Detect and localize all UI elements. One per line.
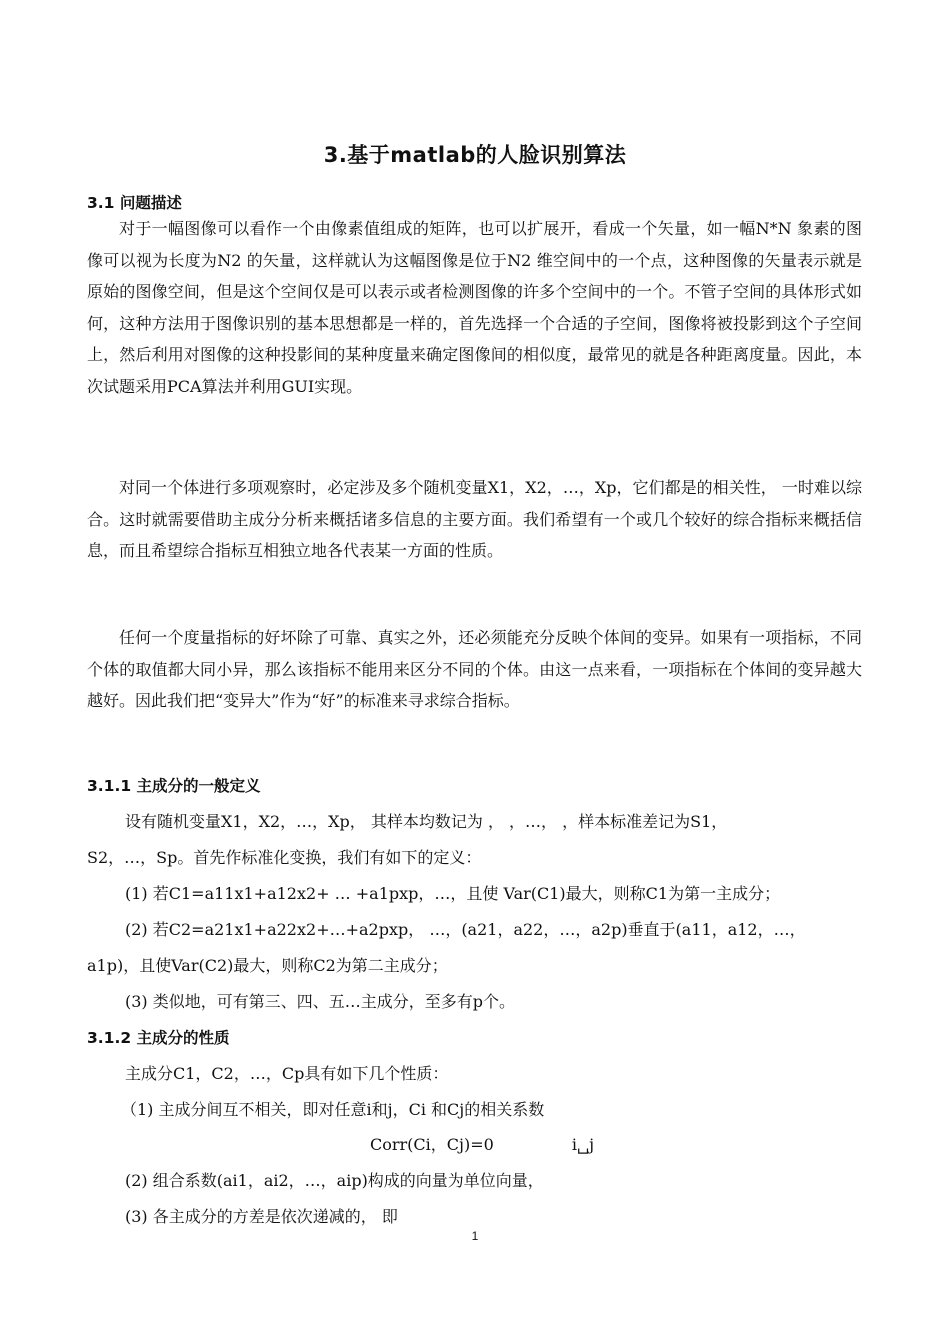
section-heading-3-1: 3.1 问题描述 bbox=[87, 194, 182, 212]
correlation-formula bbox=[370, 1129, 594, 1161]
document-title: 3.基于matlab的人脸识别算法 bbox=[323, 143, 627, 167]
property-item-3: (3) 各主成分的方差是依次递减的， 即 bbox=[125, 1207, 398, 1226]
section-heading-3-1-1: 3.1.1 主成分的一般定义 bbox=[87, 777, 261, 795]
section-heading-3-1-2: 3.1.2 主成分的性质 bbox=[87, 1029, 230, 1047]
paragraph-problem-description: 对于一幅图像可以看作一个由像素值组成的矩阵，也可以扩展开，看成一个矢量，如一幅N*N 象素的图像可以视为长度为N2 的矢量，这样就认为这幅图像是位于N2 维空间中的一个点，这种图像的矢量表示就是原始的图像空间，但是这个空间仅是可以表示或者检测图像的许多个空间中的一个。不管子空间的具体形式如何，这种方法用于图像识别的基本思想都是一样的，首先选择一个合适的子空间，图像将被投影到这个子空间上，然后利用对图像的这种投影间的某种度量来确定图像间的相似度，最常见的就是各种距离度量。因此，本次试题采用PCA算法并利用GUI实现。 bbox=[87, 219, 862, 396]
definition-item-2-line-1: (2) 若C2=a21x1+a22x2+…+a2pxp， …，(a21，a22，…，a2p)垂直于(a11，a12，…， bbox=[125, 920, 806, 939]
property-item-1: （1) 主成分间互不相关，即对任意i和j，Ci 和Cj的相关系数 bbox=[121, 1100, 545, 1119]
formula-condition: i␣j bbox=[571, 1135, 595, 1154]
definition-intro-line-1: 设有随机变量X1，X2，…，Xp， 其样本均数记为 ， ，…， ，样本标准差记为S1， bbox=[125, 812, 728, 831]
definition-item-1: (1) 若C1=a11x1+a12x2+ … +a1pxp，…，且使 Var(C1)最大，则称C1为第一主成分； bbox=[125, 884, 781, 903]
paragraph-variation: 任何一个度量指标的好坏除了可靠、真实之外，还必须能充分反映个体间的变异。如果有一项指标，不同个体的取值都大同小异，那么该指标不能用来区分不同的个体。由这一点来看，一项指标在个体间的变异越大越好。因此我们把“变异大”作为“好”的标准来寻求综合指标。 bbox=[87, 628, 862, 710]
paragraph-pca-motivation: 对同一个体进行多项观察时，必定涉及多个随机变量X1，X2，…，Xp，它们都是的相关性， 一时难以综合。这时就需要借助主成分分析来概括诸多信息的主要方面。我们希望有一个或几个较好的综合指标来概括信息，而且希望综合指标互相独立地各代表某一方面的性质。 bbox=[87, 478, 862, 560]
property-item-2: (2) 组合系数(ai1，ai2，…，aip)构成的向量为单位向量， bbox=[125, 1171, 544, 1190]
definition-item-2-line-2: a1p)，且使Var(C2)最大，则称C2为第二主成分； bbox=[87, 956, 448, 975]
formula-expression: Corr(Ci，Cj)=0 bbox=[370, 1135, 494, 1154]
page-number: 1 bbox=[471, 1229, 479, 1243]
definition-item-3: (3) 类似地，可有第三、四、五…主成分，至多有p个。 bbox=[125, 992, 515, 1011]
definition-intro-line-2: S2，…，Sp。首先作标准化变换，我们有如下的定义： bbox=[87, 848, 482, 867]
properties-intro: 主成分C1，C2，…，Cp具有如下几个性质： bbox=[125, 1064, 449, 1083]
